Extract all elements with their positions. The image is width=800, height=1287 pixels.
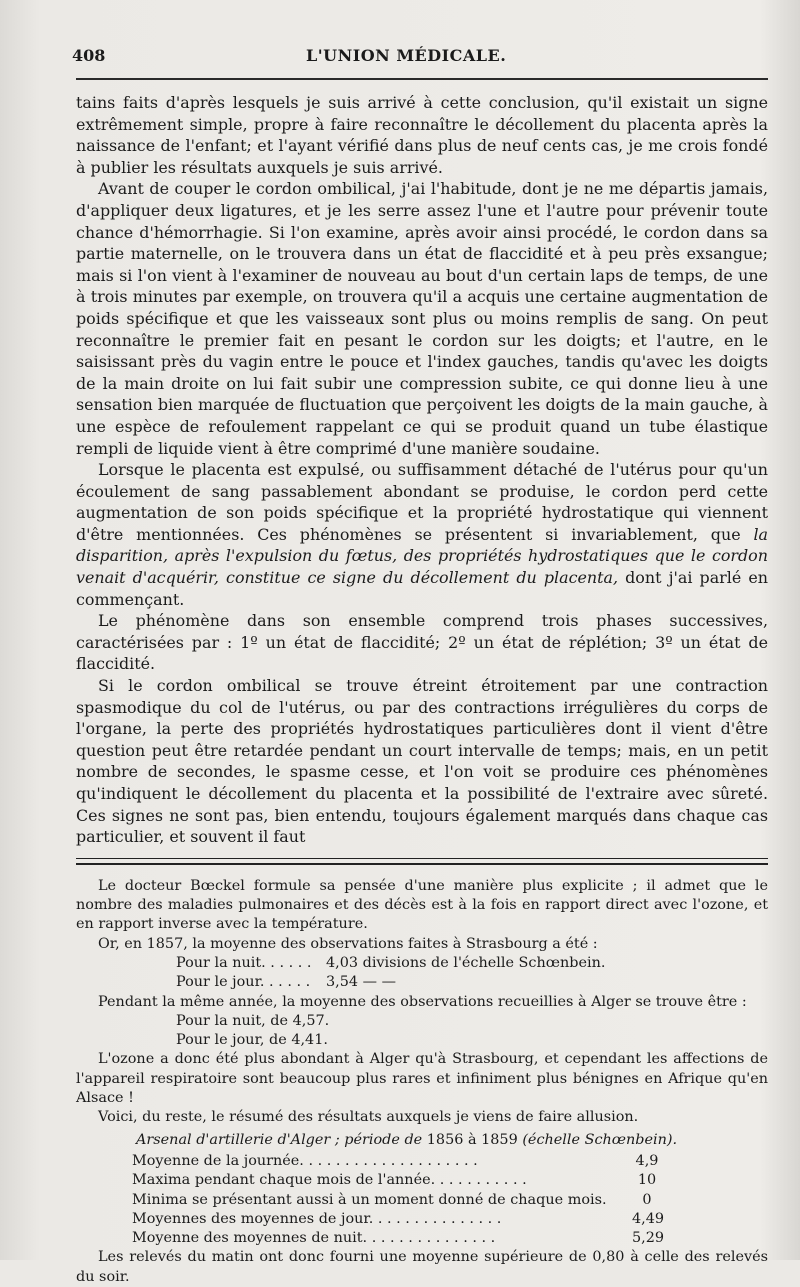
row-label: Pour la nuit, de 4,57.: [176, 1012, 330, 1029]
stat-label: Maxima pendant chaque mois de l'année. . . . . . . . . . .: [132, 1172, 527, 1189]
note-paragraph: Or, en 1857, la moyenne des observations faites à Strasbourg a été :: [98, 935, 598, 952]
caption-years: 1856 à 1859: [422, 1131, 523, 1148]
stat-label: Moyennes des moyennes de jour. . . . . . . . . . . . . . .: [132, 1210, 502, 1227]
table-caption: [136, 1131, 768, 1150]
stats-row: [76, 1171, 768, 1190]
footnote-rule: [76, 858, 768, 865]
note-paragraph: Le docteur Bœckel formule sa pensée d'une manière plus explicite ; il admet que le nombre des maladies pulmonaires et des décès est à la fois en rapport direct avec l'ozone, et en rapport inverse avec la température.: [76, 877, 768, 933]
stats-row: [76, 1152, 768, 1171]
paragraph-text: dont j'ai parlé en commençant.: [76, 568, 768, 609]
note-paragraph: L'ozone a donc été plus abondant à Alger qu'à Strasbourg, et cependant les affections de l'appareil respiratoire sont beaucoup plus rares et infiniment plus bénignes en Afrique qu'en Alsace !: [76, 1051, 768, 1107]
header-rule: [76, 78, 768, 80]
main-text: [76, 92, 768, 848]
strasbourg-row: [76, 973, 768, 992]
continued-article: [76, 877, 768, 1287]
alger-row: [76, 1031, 768, 1050]
running-title: L'UNION MÉDICALE.: [306, 46, 507, 65]
row-label: Pour le jour. . . . . .: [176, 974, 311, 991]
paragraph: tains faits d'après lesquels je suis arrivé à cette conclusion, qu'il existait un signe extrêmement simple, propre à faire reconnaître le décollement du placenta après la naissance de l'enfant; et l'ayant vérifié dans plus de neuf cents cas, je me crois fondé à publier les résultats auxquels je suis arrivé.: [76, 93, 768, 177]
italic-emphasis: la disparition, après l'expulsion du fœtus, des propriétés hydrostatiques que le cordon venait d'acquérir, constitue ce signe du décollement du placenta,: [76, 524, 768, 588]
row-label: Pour le jour, de 4,41.: [176, 1032, 328, 1049]
caption-scale: (échelle Schœnbein).: [522, 1131, 678, 1148]
stat-label: Minima se présentant aussi à un moment donné de chaque mois.: [132, 1191, 607, 1208]
strasbourg-row: [76, 954, 768, 973]
alger-row: [76, 1012, 768, 1031]
stats-row: [76, 1210, 768, 1229]
row-value: 3,54 — —: [326, 974, 396, 991]
page-header: [72, 46, 764, 72]
page-number: 408: [72, 46, 106, 65]
caption-title: Arsenal d'artillerie d'Alger ; période de: [136, 1131, 423, 1148]
stat-value: 4,49: [632, 1210, 665, 1227]
paragraph: Avant de couper le cordon ombilical, j'ai l'habitude, dont je ne me départis jamais, d'appliquer deux ligatures, et je les serre assez l'une et l'autre pour prévenir toute chance d'hémorrhagie. Si l'on examine, après avoir ainsi procédé, le cordon dans sa partie maternelle, on le trouvera dans un état de flaccidité et à peu près exsangue; mais si l'on vient à l'examiner de nouveau au bout d'un certain laps de temps, de une à trois minutes par exemple, on trouvera qu'il a acquis une certaine augmentation de poids spécifique et que les vaisseaux sont plus ou moins remplis de sang. On peut reconnaître le premier fait en pesant le cordon sur les doigts; et l'autre, en le saisissant près du vagin entre le pouce et l'index gauches, tandis qu'avec les doigts de la main droite on lui fait subir une compression subite, ce qui donne lieu à une sensation bien marquée de fluctuation que perçoivent les doigts de la main gauche, à une espèce de refoulement rappelant ce qui se produit quand un tube élastique rempli de liquide vient à être comprimé d'une manière soudaine.: [76, 179, 768, 458]
note-paragraph: Les relevés du matin ont donc fourni une moyenne supérieure de 0,80 à celle des relevés du soir.: [76, 1249, 768, 1285]
stats-row: [76, 1191, 768, 1210]
stat-label: Moyenne de la journée. . . . . . . . . . . . . . . . . . . .: [132, 1152, 478, 1169]
note-paragraph: Pendant la même année, la moyenne des observations recueillies à Alger se trouve être :: [98, 993, 747, 1010]
stat-value: 0: [642, 1191, 652, 1208]
paragraph: Si le cordon ombilical se trouve étreint étroitement par une contraction spasmodique du col de l'utérus, ou par des contractions irrégulières du corps de l'organe, la perte des propriétés hydrostatiques particulières dont il vient d'être question peut être retardée pendant un court intervalle de temps; mais, en un petit nombre de secondes, le spasme cesse, et l'on voit se produire ces phénomènes qu'indiquent le décollement du placenta et la possibilité de l'extraire avec sûreté. Ces signes ne sont pas, bien entendu, toujours également marqués dans chaque cas particulier, et souvent il faut: [76, 676, 768, 847]
stat-value: 4,9: [635, 1152, 659, 1169]
paragraph: Le phénomène dans son ensemble comprend trois phases successives, caractérisées par : 1º un état de flaccidité; 2º un état de réplétion; 3º un état de flaccidité.: [76, 611, 768, 674]
row-label: Pour la nuit. . . . . .: [176, 954, 312, 971]
stats-row: [76, 1229, 768, 1248]
stat-value: 10: [637, 1172, 657, 1189]
stat-label: Moyenne des moyennes de nuit. . . . . . . . . . . . . . .: [132, 1230, 496, 1247]
row-value: 4,03 divisions de l'échelle Schœnbein.: [326, 954, 606, 971]
stat-value: 5,29: [632, 1230, 665, 1247]
paragraph-text: Lorsque le placenta est expulsé, ou suffisamment détaché de l'utérus pour qu'un écoulement de sang passablement abondant se produise, le cordon perd cette augmentation de son poids spécifique et la propriété hydrostatique qui viennent d'être mentionnées. Ces phénomènes se présentent si invariablement, que: [76, 460, 768, 544]
note-paragraph: Voici, du reste, le résumé des résultats auxquels je viens de faire allusion.: [98, 1109, 639, 1126]
paragraph: [76, 459, 768, 610]
